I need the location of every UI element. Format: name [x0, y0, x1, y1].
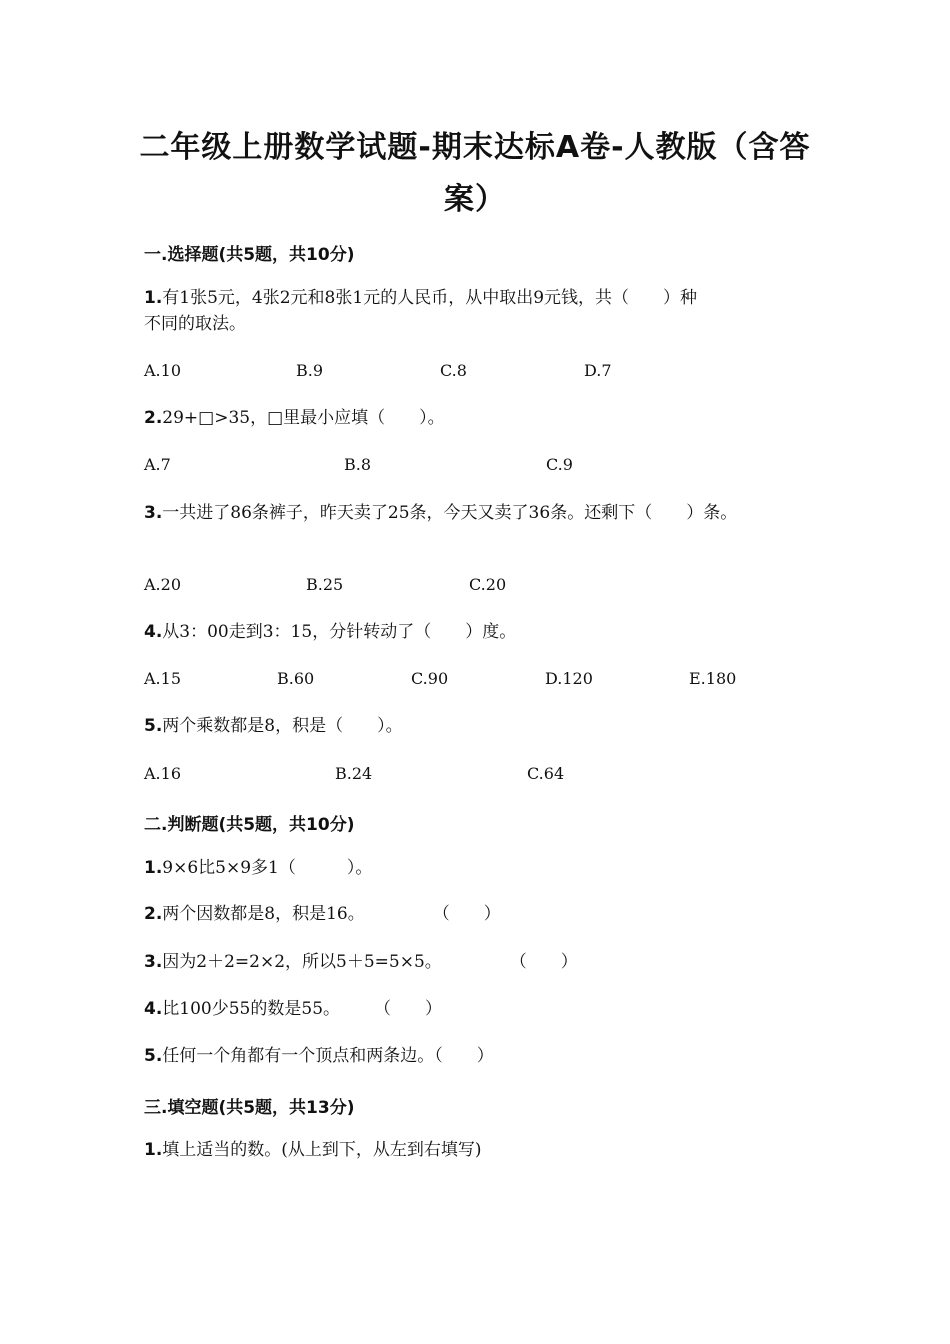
- option: D.120: [545, 669, 593, 688]
- option: A.16: [144, 764, 181, 783]
- question-number: 1.: [144, 1140, 163, 1160]
- question-text: 9×6比5×9多1（ ）。: [162, 858, 373, 878]
- question-text: 从3：00走到3：15，分针转动了（ ）度。: [162, 622, 517, 642]
- question-number: 5.: [144, 716, 163, 736]
- judge-question-2: [144, 901, 501, 927]
- section-heading-fill: 三.填空题(共5题，共13分): [144, 1098, 355, 1118]
- choice-question-4: [144, 619, 516, 645]
- option: D.7: [584, 361, 612, 380]
- choice-question-3: [144, 500, 737, 526]
- question-text: 有1张5元，4张2元和8张1元的人民币，从中取出9元钱，共（ ）种: [162, 288, 698, 308]
- judge-question-4: [144, 996, 442, 1022]
- option: B.24: [335, 764, 373, 783]
- question-text: 任何一个角都有一个顶点和两条边。（ ）: [162, 1046, 494, 1066]
- question-number: 1.: [144, 858, 163, 878]
- question-text: 29+□>35，□里最小应填（ ）。: [162, 408, 445, 428]
- document-title-line1: 二年级上册数学试题-期末达标A卷-人教版（含答: [139, 130, 811, 165]
- question-text: 比100少55的数是55。 （ ）: [162, 999, 443, 1019]
- question-text-continued: 不同的取法。: [144, 314, 246, 334]
- question-number: 2.: [144, 904, 163, 924]
- option: C.9: [546, 455, 573, 474]
- question-text: 因为2＋2=2×2，所以5＋5=5×5。 （ ）: [162, 952, 578, 972]
- option: B.9: [296, 361, 324, 380]
- question-number: 5.: [144, 1046, 163, 1066]
- option: E.180: [689, 669, 737, 688]
- question-number: 3.: [144, 503, 163, 523]
- option: C.90: [411, 669, 449, 688]
- question-number: 4.: [144, 622, 163, 642]
- judge-question-1: [144, 855, 372, 881]
- question-number: 4.: [144, 999, 163, 1019]
- judge-question-5: [144, 1043, 494, 1069]
- question-number: 2.: [144, 408, 163, 428]
- choice-question-5: [144, 713, 403, 739]
- question-text: 两个乘数都是8，积是（ ）。: [162, 716, 403, 736]
- question-number: 3.: [144, 952, 163, 972]
- fill-question-1: [144, 1137, 482, 1163]
- question-number: 1.: [144, 288, 163, 308]
- option: C.8: [440, 361, 467, 380]
- section-heading-choice: 一.选择题(共5题，共10分): [144, 245, 355, 265]
- option: B.60: [277, 669, 315, 688]
- question-text: 填上适当的数。(从上到下，从左到右填写): [162, 1140, 482, 1160]
- option: A.7: [144, 455, 171, 474]
- option: A.10: [144, 361, 181, 380]
- option: B.25: [306, 575, 344, 594]
- choice-question-2: [144, 405, 445, 431]
- choice-question-1: [144, 285, 697, 337]
- document-title-line2: 案）: [444, 182, 506, 217]
- option: C.64: [527, 764, 565, 783]
- option: A.15: [144, 669, 181, 688]
- option: A.20: [144, 575, 181, 594]
- section-heading-judge: 二.判断题(共5题，共10分): [144, 815, 355, 835]
- question-text: 两个因数都是8，积是16。 （ ）: [162, 904, 501, 924]
- question-text: 一共进了86条裤子，昨天卖了25条，今天又卖了36条。还剩下（ ）条。: [162, 503, 738, 523]
- option: B.8: [344, 455, 372, 474]
- option: C.20: [469, 575, 507, 594]
- judge-question-3: [144, 949, 578, 975]
